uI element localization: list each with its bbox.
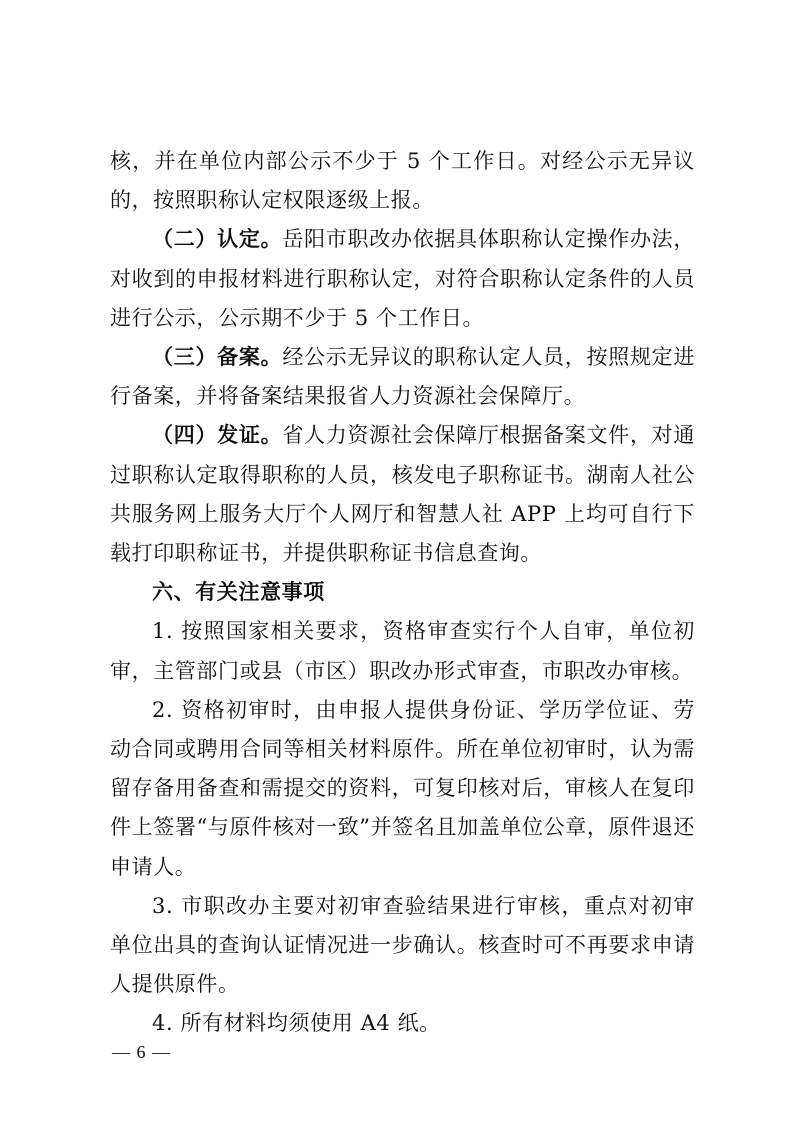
paragraph-filing (110, 338, 695, 416)
paragraph-text: 经公示无异议的职称认定人员，按照规定进行备案，并将备案结果报省人力资源社会保障厅。 (110, 345, 695, 409)
notice-item-3 (110, 887, 695, 1005)
paragraph-text: 省人力资源社会保障厅根据备案文件，对通过职称认定取得职称的人员，核发电子职称证书。湖南人社公共服务网上服务大厅个人网厅和智慧人社 APP 上均可自行下载打印职称证书，并提供职称证书信息查询。 (110, 423, 695, 566)
notice-item-1 (110, 612, 695, 690)
notice-item-4 (110, 1004, 695, 1043)
paragraph-lead: （四）发证。 (152, 423, 283, 448)
paragraph-lead: （二）认定。 (152, 227, 283, 252)
notice-item-2 (110, 691, 695, 887)
paragraph-lead: （三）备案。 (152, 345, 283, 370)
notice-item-text: 1. 按照国家相关要求，资格审查实行个人自审，单位初审，主管部门或县（市区）职改办形式审查，市职改办审核。 (110, 619, 695, 683)
paragraph-text: 岳阳市职改办依据具体职称认定操作办法，对收到的申报材料进行职称认定，对符合职称认定条件的人员进行公示，公示期不少于 5 个工作日。 (110, 227, 695, 330)
section-heading-text: 六、有关注意事项 (152, 580, 325, 605)
paragraph-recognition (110, 220, 695, 338)
notice-item-text: 2. 资格初审时，由申报人提供身份证、学历学位证、劳动合同或聘用合同等相关材料原件。所在单位初审时，认为需留存备用备查和需提交的资料，可复印核对后，审核人在复印件上签署“与原件核对一致”并签名且加盖单位公章，原件退还申请人。 (110, 697, 695, 879)
notice-item-text: 3. 市职改办主要对初审查验结果进行审核，重点对初审单位出具的查询认证情况进一步确认。核查时可不再要求申请人提供原件。 (110, 893, 695, 997)
paragraph-text: 核，并在单位内部公示不少于 5 个工作日。对经公示无异议的，按照职称认定权限逐级上报。 (110, 149, 695, 213)
notice-item-text: 4. 所有材料均须使用 A4 纸。 (152, 1011, 441, 1036)
paragraph-continuation (110, 142, 695, 220)
section-heading (110, 573, 695, 612)
document-body (110, 142, 695, 1044)
paragraph-certification (110, 416, 695, 573)
page-number: — 6 — (112, 1042, 171, 1062)
